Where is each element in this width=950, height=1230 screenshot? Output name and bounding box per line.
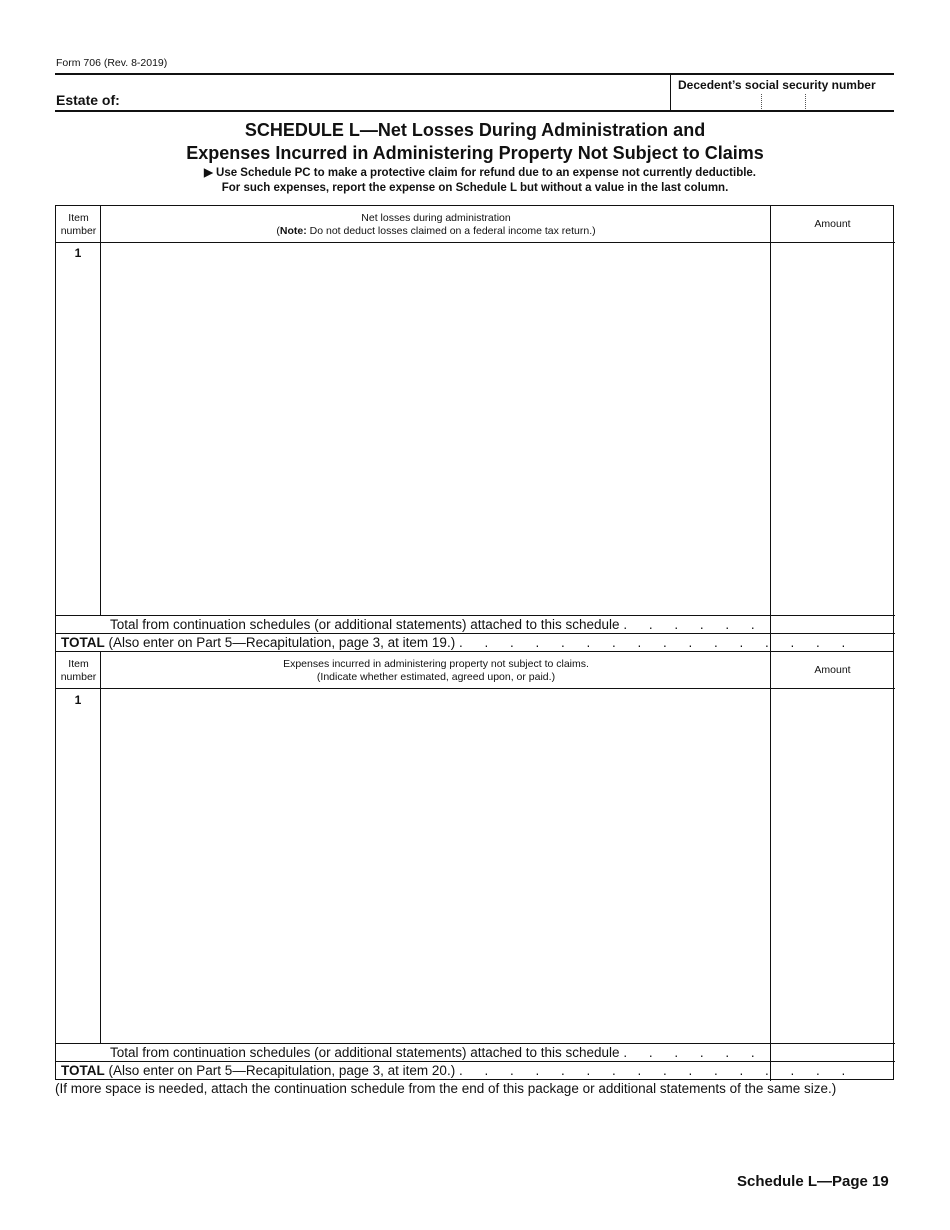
col-header-desc-line1: Expenses incurred in administering property not subject to claims. [283,657,589,670]
estate-name-field[interactable] [130,88,664,110]
amount-col-divider [770,652,771,1081]
total-bold: TOTAL [61,1063,105,1078]
col-header-item-number [56,206,101,243]
col-header-description [101,206,771,243]
amount-field[interactable] [774,245,890,613]
instruction-line-2: For such expenses, report the expense on Schedule L but without a value in the last column. [221,182,729,194]
item-col-divider [100,206,101,616]
title-line-1: SCHEDULE L—Net Losses During Administration and [244,120,706,140]
title-line-2: Expenses Incurred in Administering Property Not Subject to Claims [186,143,764,163]
col-header-item-number [56,652,101,689]
col-header-desc-note [276,225,595,238]
col-header-amount: Amount [814,218,851,230]
header-bottom-rule [55,110,894,112]
estate-label: Estate of: [56,92,120,108]
col-header-desc-line2: (Indicate whether estimated, agreed upon, or paid.) [316,670,556,683]
amount-field[interactable] [774,691,890,1041]
schedule-title [0,119,950,165]
col-header-desc-line1: Net losses during administration [361,211,511,224]
expenses-table [55,651,894,1080]
col-header-item-line2: number [60,224,97,237]
schedule-instructions [0,166,950,196]
item-number: 1 [74,693,82,707]
net-losses-table [55,205,894,652]
col-header-item-line1: Item [68,211,89,224]
total-rest: (Also enter on Part 5—Recapitulation, page 3, at item 19.) [104,635,456,650]
total-bold: TOTAL [61,635,105,650]
col-header-amount: Amount [814,664,851,676]
form-revision: Form 706 (Rev. 8-2019) [56,57,168,69]
description-field[interactable] [104,245,766,613]
total-rest: (Also enter on Part 5—Recapitulation, page 3, at item 20.) [104,1063,456,1078]
continuation-total-amount[interactable] [772,617,892,633]
paren-open: ( [276,224,280,237]
leader-dots: . . . . . . [623,1045,764,1060]
note-rest: Do not deduct losses claimed on a federal income tax return.) [306,224,596,237]
amount-col-divider [770,206,771,653]
continuation-text: Total from continuation schedules (or additional statements) attached to this schedule [110,1045,620,1060]
item-number: 1 [74,246,82,260]
description-field[interactable] [104,691,766,1041]
leader-dots: . . . . . . . . . . . . . . . . [458,1063,855,1078]
col-header-item-line1: Item [68,657,89,670]
item-col-divider [100,652,101,1044]
total-amount[interactable] [772,635,892,651]
continuation-total-amount[interactable] [772,1045,892,1061]
leader-dots: . . . . . . . . . . . . . . . . [458,635,855,650]
total-amount[interactable] [772,1063,892,1079]
col-header-item-line2: number [60,670,97,683]
continuation-total-label [110,616,764,634]
page-label: Schedule L—Page 19 [737,1173,889,1190]
note-bold: Note: [279,224,307,237]
leader-dots: . . . . . . [623,617,764,632]
ssn-box [670,74,895,110]
ssn-label: Decedent’s social security number [678,78,876,92]
continuation-total-label [110,1044,764,1062]
instruction-line-1: ▶ Use Schedule PC to make a protective claim for refund due to an expense not currently deductible. [203,167,757,179]
col-header-description [101,652,771,689]
ssn-field[interactable] [675,92,894,110]
total-label [61,1062,854,1080]
continuation-text: Total from continuation schedules (or additional statements) attached to this schedule [110,617,620,632]
total-label [61,634,854,652]
continuation-note: (If more space is needed, attach the continuation schedule from the end of this package or additional statements of the same size.) [55,1081,837,1096]
